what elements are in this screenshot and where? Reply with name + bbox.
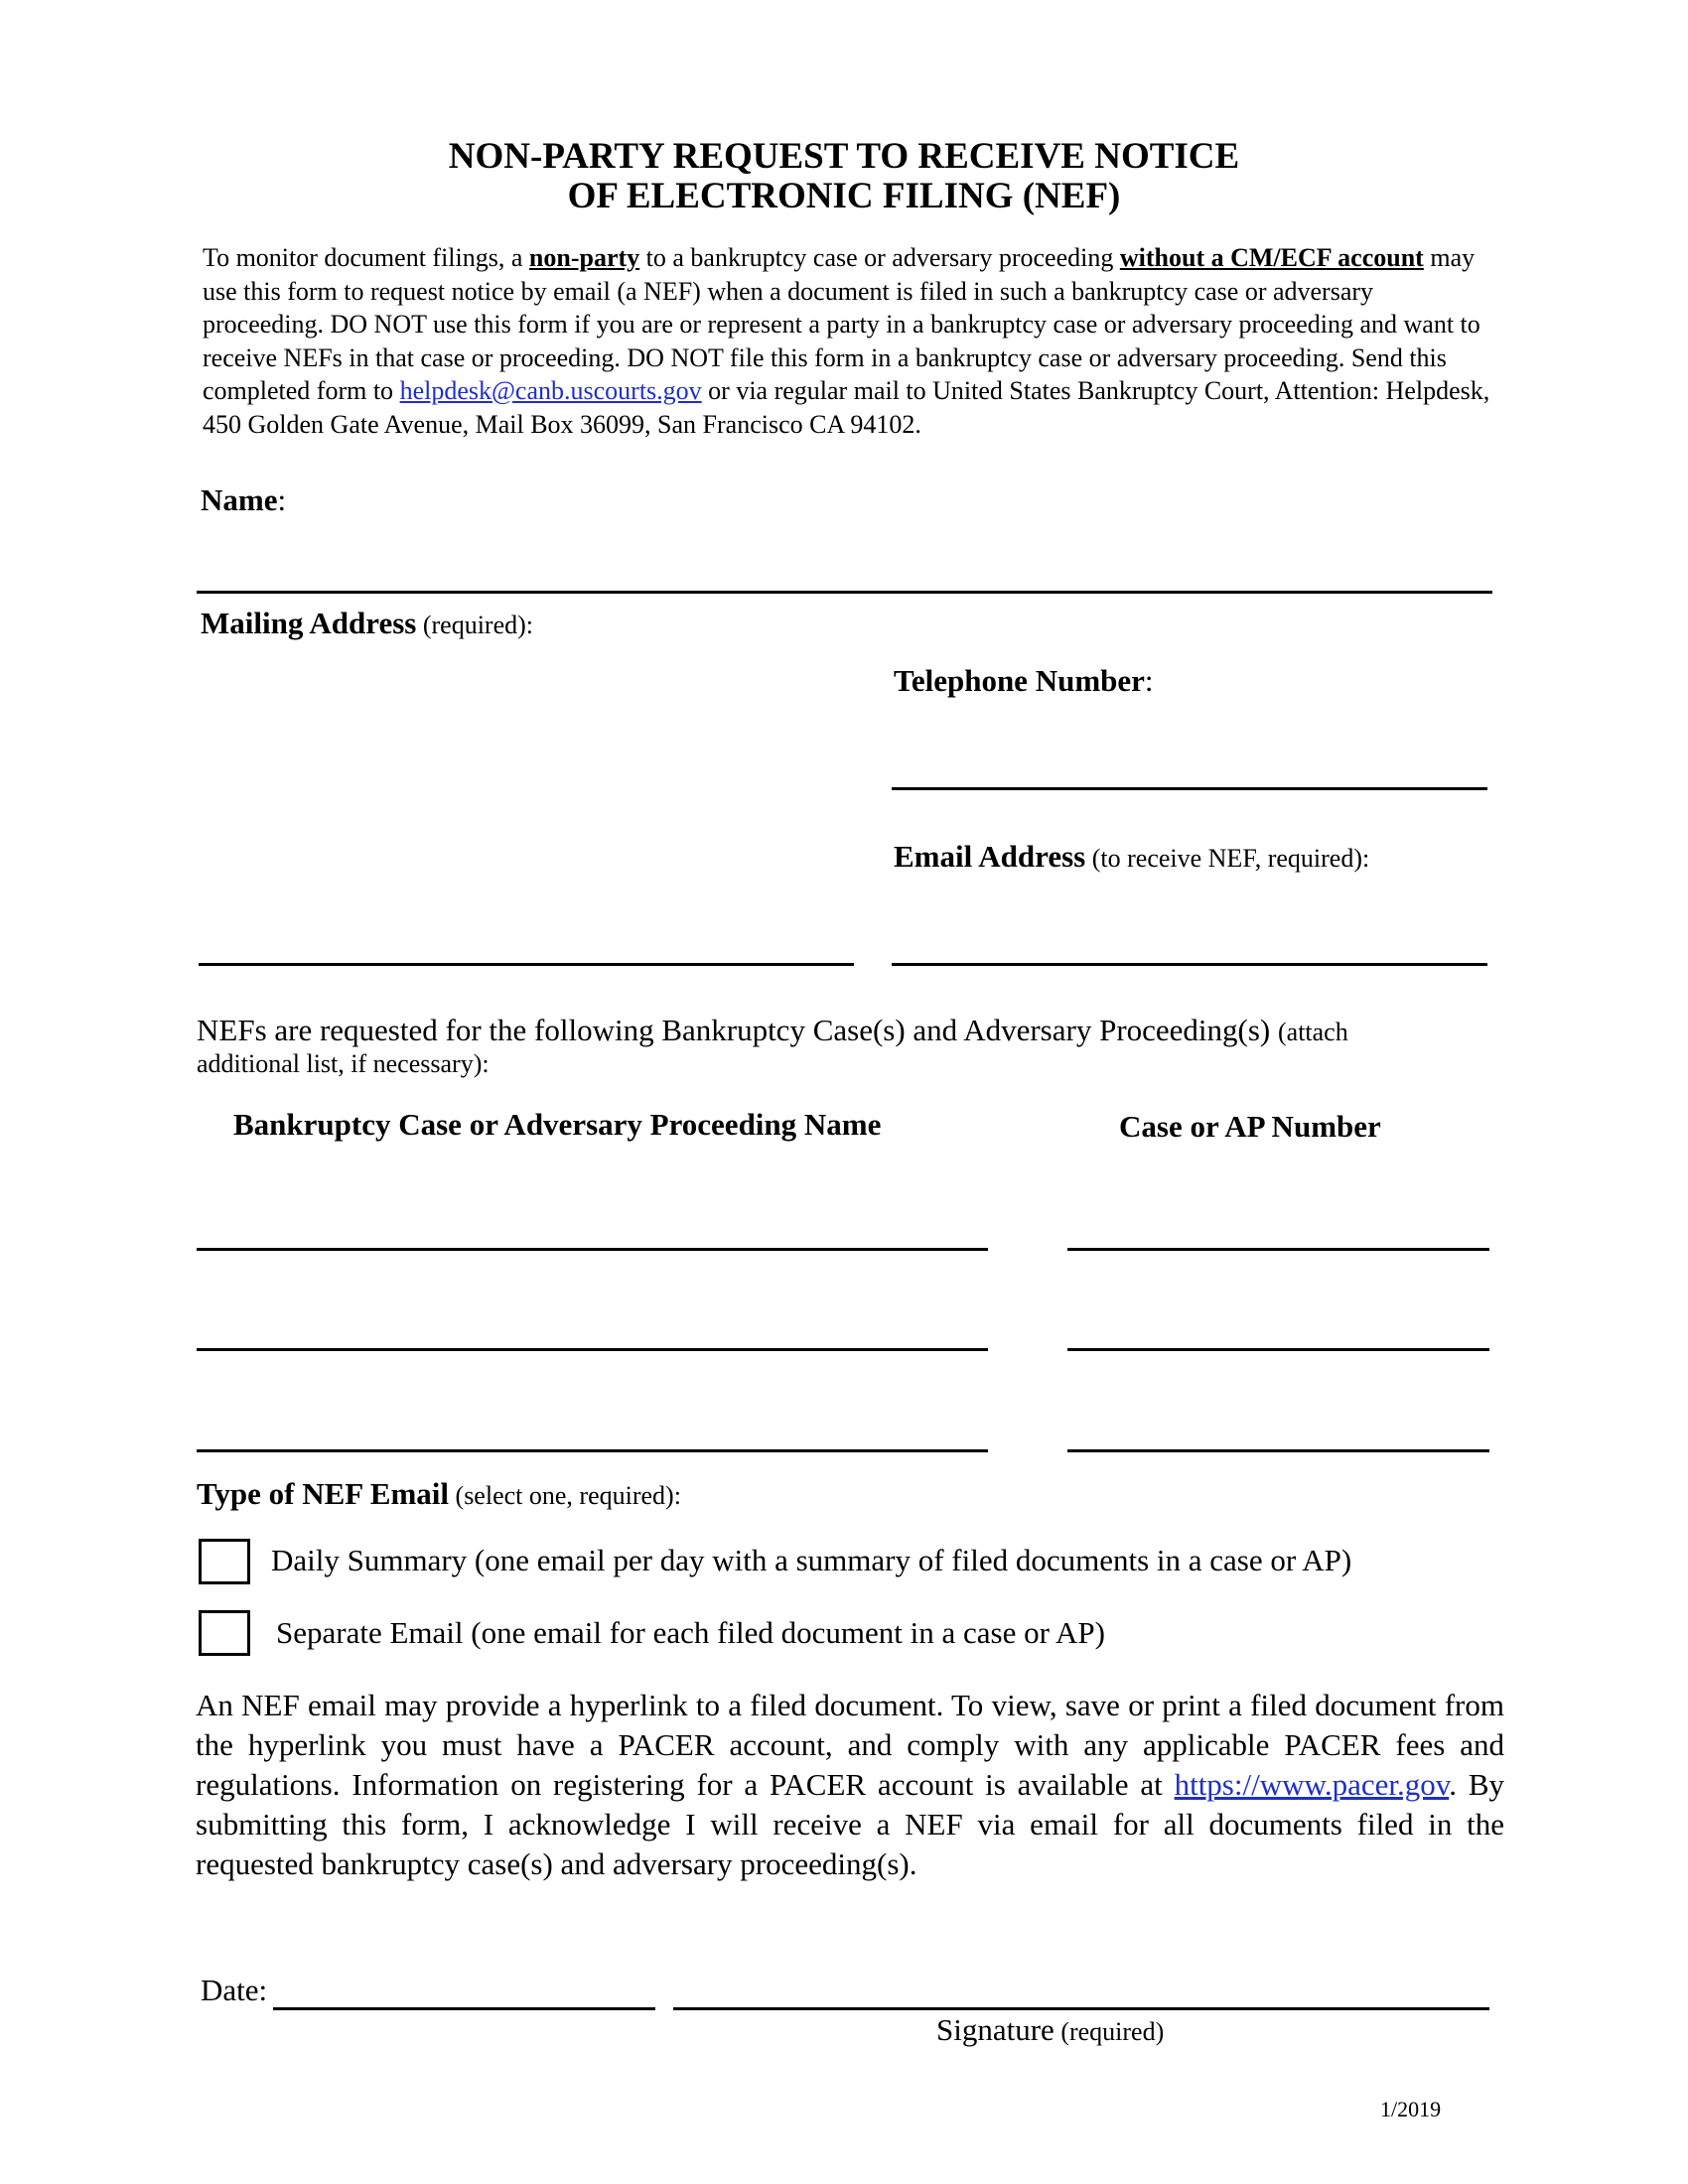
date-label: Date:	[201, 1973, 268, 2007]
intro-text: To monitor document filings, a	[203, 243, 529, 272]
nef-type-label-text: Type of NEF Email	[197, 1476, 450, 1511]
intro-text: to a bankruptcy case or adversary proceeding	[639, 243, 1120, 272]
disclaimer-text: . By submitting this form, I acknowledge I will receive a NEF via email for all documents filed in the requested bankruptcy case(s) and adversary proceeding(s).	[196, 1767, 1504, 1881]
cases-intro-note2: additional list, if necessary):	[197, 1049, 490, 1078]
signature-input-line[interactable]	[673, 2007, 1489, 2010]
mailing-address-input-line[interactable]	[199, 963, 854, 966]
cases-intro	[197, 1013, 1507, 1050]
case-number-column-header: Case or AP Number	[1119, 1109, 1381, 1144]
mailing-address-label-text: Mailing Address	[201, 606, 417, 640]
signature-label	[936, 2012, 1164, 2048]
mailing-address-label	[201, 606, 533, 641]
separate-email-checkbox[interactable]	[199, 1610, 250, 1656]
helpdesk-email-link[interactable]: helpdesk@canb.uscourts.gov	[399, 376, 702, 405]
name-label	[201, 482, 286, 518]
nef-type-note: (select one, required):	[449, 1481, 681, 1510]
cases-intro-text: NEFs are requested for the following Bankruptcy Case(s) and Adversary Proceeding(s)	[197, 1013, 1278, 1047]
case-number-input-line[interactable]	[1067, 1248, 1489, 1251]
pacer-link[interactable]: https://www.pacer.gov	[1174, 1767, 1450, 1802]
separate-email-option-label: Separate Email (one email for each filed document in a case or AP)	[276, 1615, 1105, 1650]
telephone-input-line[interactable]	[892, 787, 1487, 790]
telephone-colon: :	[1144, 663, 1154, 698]
intro-nonparty: non-party	[528, 243, 640, 272]
telephone-label-text: Telephone Number	[894, 663, 1145, 698]
signature-note: (required)	[1054, 2017, 1165, 2046]
intro-without-account: without a CM/ECF account	[1119, 243, 1424, 272]
name-label-text: Name	[201, 482, 278, 517]
revision-date: 1/2019	[1380, 2097, 1442, 2121]
disclaimer-paragraph	[196, 1686, 1504, 1884]
email-address-label-text: Email Address	[894, 839, 1086, 874]
email-address-note: (to receive NEF, required):	[1085, 844, 1370, 873]
intro-text: may use this form to request notice by email (a NEF) when a document is filed in such a bankruptcy case or adversary proceeding. DO NOT use this form if you are or represent a party in a bankruptcy case or adversary proceeding and want to receive NEFs in that case or proceeding. DO NOT file this form in a bankruptcy case or adversary proceeding. Send this completed form to	[203, 243, 1480, 405]
cases-intro-note: (attach	[1278, 1018, 1348, 1046]
case-name-input-line[interactable]	[197, 1449, 988, 1452]
case-name-input-line[interactable]	[197, 1248, 988, 1251]
disclaimer-text: An NEF email may provide a hyperlink to a filed document. To view, save or print a filed document from the hyperlink you must have a PACER account, and comply with any applicable PACER fees and regulations. Information on registering for a PACER account is available at	[196, 1688, 1504, 1802]
form-title-line2: OF ELECTRONIC FILING (NEF)	[567, 176, 1121, 216]
mailing-address-note: (required):	[416, 611, 534, 639]
telephone-label	[894, 663, 1154, 699]
email-address-label	[894, 839, 1369, 875]
daily-summary-option-label: Daily Summary (one email per day with a summary of filed documents in a case or AP)	[271, 1543, 1352, 1577]
intro-paragraph	[203, 241, 1493, 441]
case-number-input-line[interactable]	[1067, 1449, 1489, 1452]
case-number-input-line[interactable]	[1067, 1348, 1489, 1351]
email-address-input-line[interactable]	[892, 963, 1487, 966]
date-input-line[interactable]	[273, 2007, 655, 2010]
daily-summary-checkbox[interactable]	[199, 1539, 250, 1584]
nef-type-label	[197, 1476, 681, 1512]
form-title-line1: NON-PARTY REQUEST TO RECEIVE NOTICE	[448, 136, 1240, 177]
case-name-column-header: Bankruptcy Case or Adversary Proceeding Name	[233, 1107, 882, 1142]
signature-label-text: Signature	[936, 2012, 1055, 2047]
name-colon: :	[277, 482, 287, 517]
intro-text: or via regular mail to United States Bankruptcy Court, Attention: Helpdesk, 450 Golden Gate Avenue, Mail Box 36099, San Francisco CA 94102.	[203, 376, 1490, 439]
case-name-input-line[interactable]	[197, 1348, 988, 1351]
name-input-line[interactable]	[197, 591, 1492, 594]
